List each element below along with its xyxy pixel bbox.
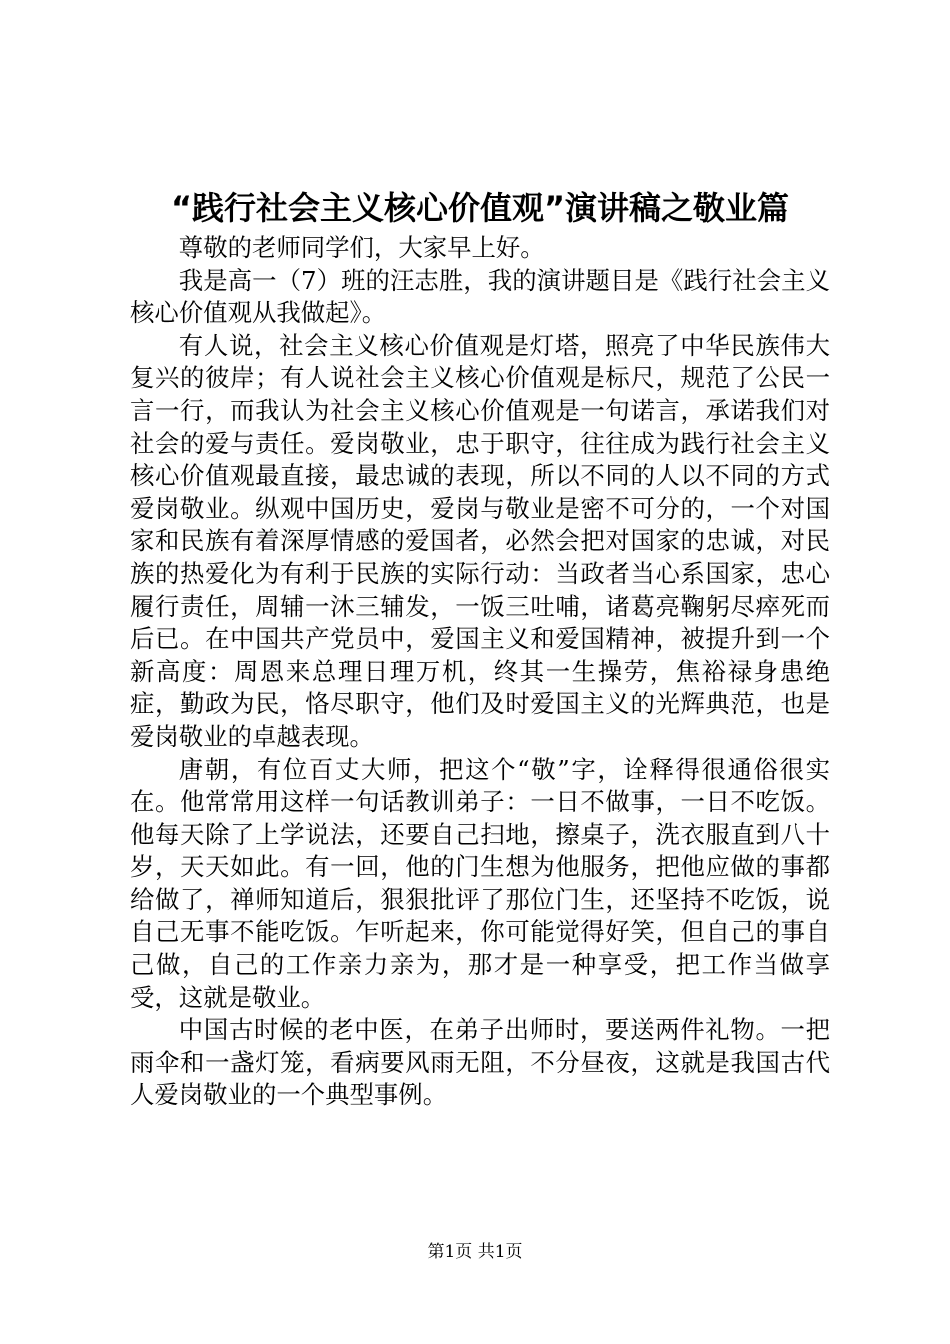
document-title: “践行社会主义核心价值观”演讲稿之敬业篇 xyxy=(170,189,790,227)
paragraph-core-values: 有人说，社会主义核心价值观是灯塔，照亮了中华民族伟大复兴的彼岸；有人说社会主义核心价值观是标尺，规范了公民一言一行，而我认为社会主义核心价值观是一句诺言，承诺我们对社会的爱与责任。爱岗敬业，忠于职守，往往成为践行社会主义核心价值观最直接，最忠诚的表现，所以不同的人以不同的方式爱岗敬业。纵观中国历史，爱岗与敬业是密不可分的，一个对国家和民族有着深厚情感的爱国者，必然会把对国家的忠诚，对民族的热爱化为有利于民族的实际行动：当政者当心系国家，忠心履行责任，周辅一沐三辅发，一饭三吐哺，诸葛亮鞠躬尽瘁死而后已。在中国共产党员中，爱国主义和爱国精神，被提升到一个新高度：周恩来总理日理万机，终其一生操劳，焦裕禄身患绝症，勤政为民，恪尽职守，他们及时爱国主义的光辉典范，也是爱岗敬业的卓越表现。 xyxy=(130,330,830,751)
paragraph-ancient-doctor: 中国古时候的老中医，在弟子出师时，要送两件礼物。一把雨伞和一盏灯笼，看病要风雨无阻，不分昼夜，这就是我国古代人爱岗敬业的一个典型事例。 xyxy=(130,1015,830,1110)
document-body xyxy=(130,232,830,1112)
page-footer: 第1页 共1页 xyxy=(427,1242,523,1262)
paragraph-greeting: 尊敬的老师同学们，大家早上好。 xyxy=(178,233,545,262)
paragraph-introduction: 我是高一（7）班的汪志胜，我的演讲题目是《践行社会主义核心价值观从我做起》。 xyxy=(130,265,830,328)
paragraph-tang-dynasty-master: 唐朝，有位百丈大师，把这个“敬”字，诠释得很通俗很实在。他常常用这样一句话教训弟子：一日不做事，一日不吃饭。他每天除了上学说法，还要自己扫地，擦桌子，洗衣服直到八十岁，天天如此。有一回，他的门生想为他服务，把他应做的事都给做了，禅师知道后，狠狠批评了那位门生，还坚持不吃饭，说自己无事不能吃饭。乍听起来，你可能觉得好笑，但自己的事自己做，自己的工作亲力亲为，那才是一种享受，把工作当做享受，这就是敬业。 xyxy=(130,754,830,1012)
